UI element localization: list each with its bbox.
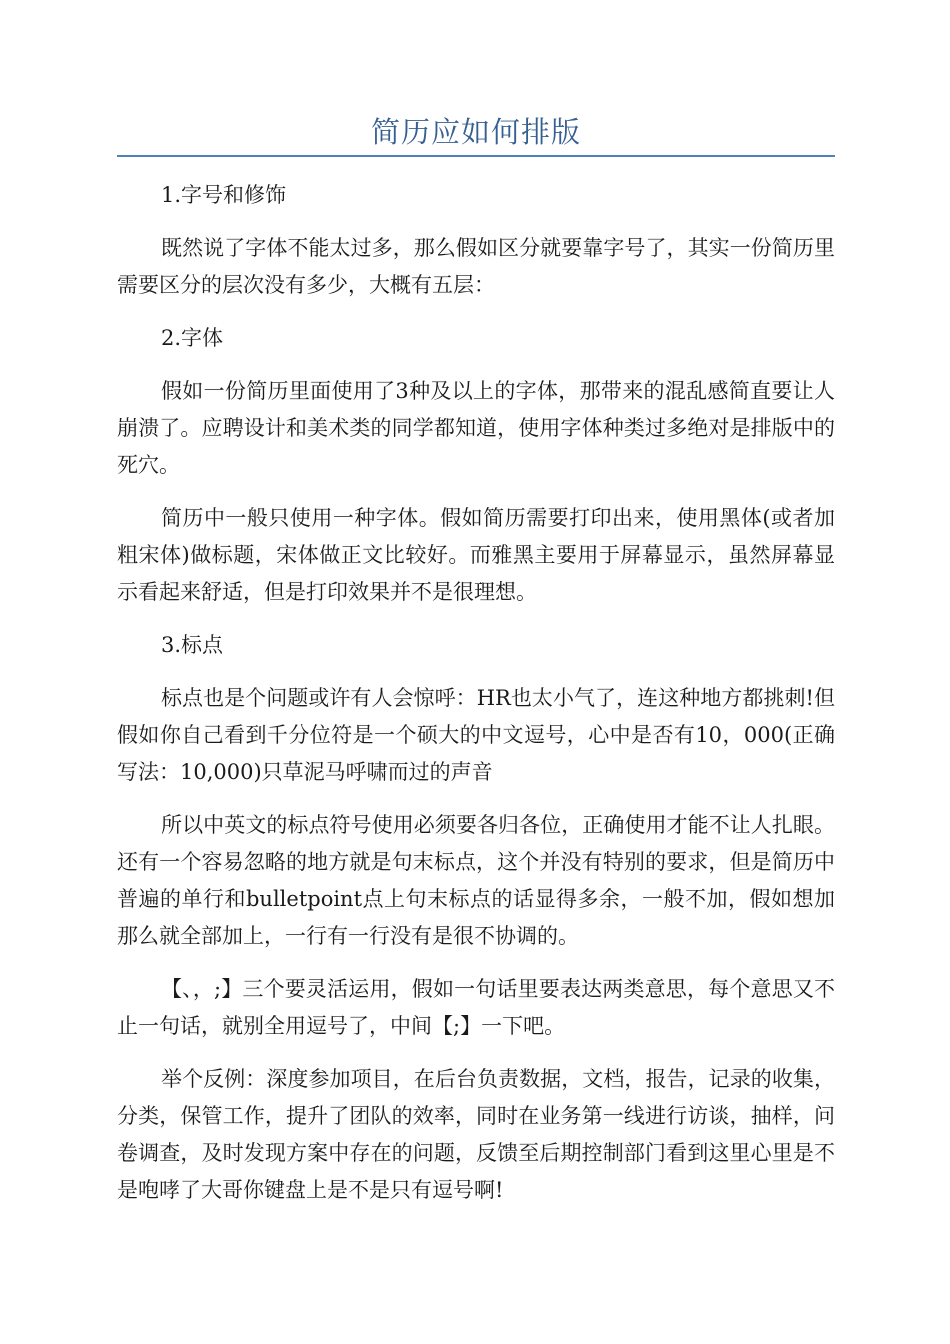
title-underline [117, 155, 835, 157]
paragraph-counter-example: 举个反例：深度参加项目，在后台负责数据，文档，报告，记录的收集，分类，保管工作，提升了团队的效率，同时在业务第一线进行访谈，抽样，问卷调查，及时发现方案中存在的问题，反馈至后期控制部门看到这里心里是不是咆哮了大哥你键盘上是不是只有逗号啊! [117, 1067, 835, 1202]
document-title: 简历应如何排版 [370, 115, 581, 149]
paragraph-font-choice: 简历中一般只使用一种字体。假如简历需要打印出来，使用黑体(或者加粗宋体)做标题，宋体做正文比较好。而雅黑主要用于屏幕显示，虽然屏幕显示看起来舒适，但是打印效果并不是很理想。 [117, 506, 835, 604]
paragraph-font-size-intro: 既然说了字体不能太过多，那么假如区分就要靠字号了，其实一份简历里需要区分的层次没有多少，大概有五层： [117, 236, 835, 297]
paragraph-punctuation-intro: 标点也是个问题或许有人会惊呼：HR也太小气了，连这种地方都挑刺!但假如你自己看到千分位符是一个硕大的中文逗号，心中是否有10，000(正确写法：10,000)只草泥马呼啸而过的声音 [117, 686, 835, 784]
paragraph-punctuation-rules: 所以中英文的标点符号使用必须要各归各位，正确使用才能不让人扎眼。还有一个容易忽略的地方就是句末标点，这个并没有特别的要求，但是简历中普遍的单行和bulletpoint点上句末标点的话显得多余，一般不加，假如想加那么就全部加上，一行有一行没有是很不协调的。 [117, 813, 835, 948]
document-body [117, 177, 835, 1209]
paragraph-font-count: 假如一份简历里面使用了3种及以上的字体，那带来的混乱感简直要让人崩溃了。应聘设计和美术类的同学都知道，使用字体种类过多绝对是排版中的死穴。 [117, 379, 835, 477]
section-heading-punctuation: 3.标点 [161, 633, 224, 657]
section-heading-font-size: 1.字号和修饰 [161, 183, 287, 207]
paragraph-semicolon-usage: 【、，;】三个要灵活运用，假如一句话里要表达两类意思，每个意思又不止一句话，就别全用逗号了，中间【;】一下吧。 [117, 977, 835, 1038]
document-page [117, 0, 835, 1225]
section-heading-font: 2.字体 [161, 326, 224, 350]
